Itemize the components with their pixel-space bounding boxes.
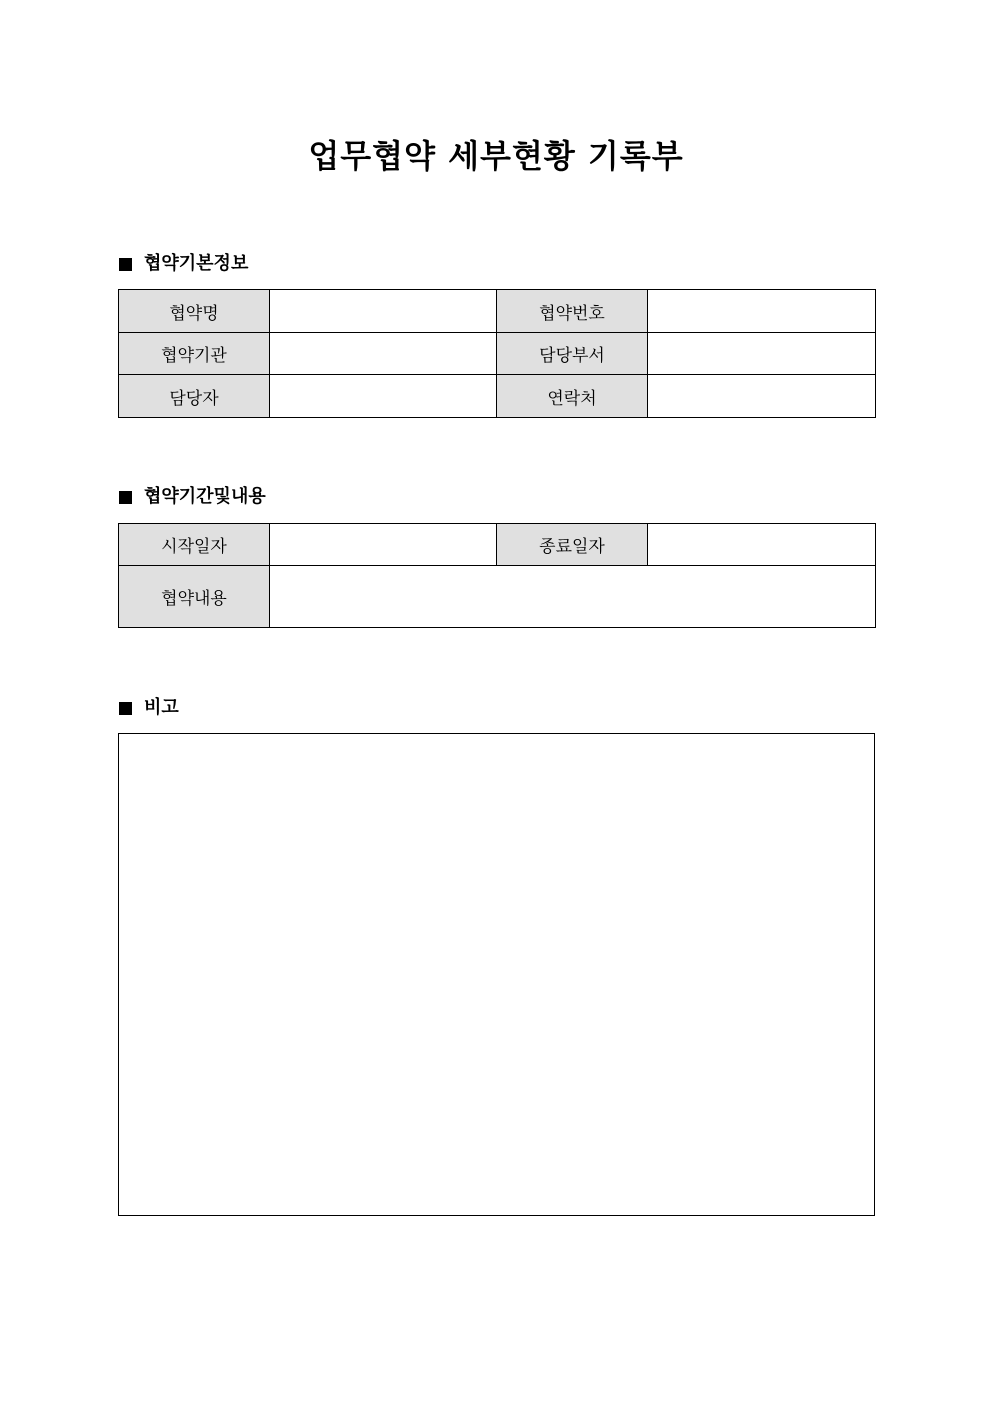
manager-field[interactable] <box>270 375 497 418</box>
manager-label: 담당자 <box>119 375 270 418</box>
section-heading-remarks <box>119 696 179 720</box>
black-square-icon <box>119 491 132 504</box>
table-row <box>119 566 876 628</box>
contact-label: 연락처 <box>497 375 648 418</box>
end-date-label: 종료일자 <box>497 524 648 566</box>
agreement-number-field[interactable] <box>648 290 876 333</box>
table-row <box>119 375 876 418</box>
agreement-organization-field[interactable] <box>270 333 497 375</box>
department-field[interactable] <box>648 333 876 375</box>
start-date-label: 시작일자 <box>119 524 270 566</box>
section-heading-period <box>119 485 266 509</box>
basic-info-table <box>118 289 876 418</box>
agreement-content-label: 협약내용 <box>119 566 270 628</box>
remarks-field[interactable] <box>118 733 875 1216</box>
table-row <box>119 333 876 375</box>
section-heading-label: 비고 <box>144 697 179 718</box>
contact-field[interactable] <box>648 375 876 418</box>
section-heading-label: 협약기간및내용 <box>144 486 266 507</box>
end-date-field[interactable] <box>648 524 876 566</box>
black-square-icon <box>119 258 132 271</box>
agreement-content-field[interactable] <box>270 566 876 628</box>
table-row <box>119 524 876 566</box>
agreement-name-field[interactable] <box>270 290 497 333</box>
agreement-number-label: 협약번호 <box>497 290 648 333</box>
department-label: 담당부서 <box>497 333 648 375</box>
start-date-field[interactable] <box>270 524 497 566</box>
table-row <box>119 290 876 333</box>
section-heading-basic-info <box>119 252 248 276</box>
section-heading-label: 협약기본정보 <box>144 253 249 274</box>
agreement-organization-label: 협약기관 <box>119 333 270 375</box>
period-table <box>118 523 876 628</box>
black-square-icon <box>119 702 132 715</box>
agreement-name-label: 협약명 <box>119 290 270 333</box>
page-title: 업무협약 세부현황 기록부 <box>308 137 684 175</box>
